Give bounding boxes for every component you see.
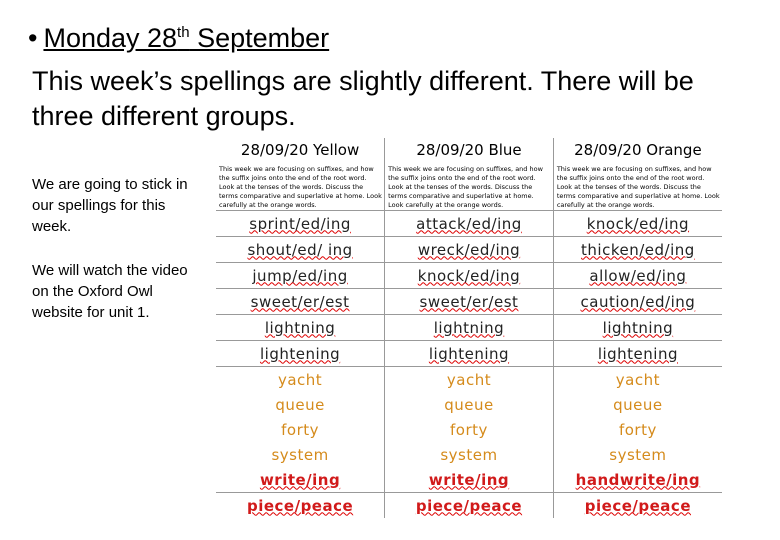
spelling-word-orange [553, 493, 722, 519]
spelling-word-blue [385, 392, 554, 417]
spelling-word-yellow [216, 417, 385, 442]
spelling-word-text: knock/ed/ing [417, 266, 521, 285]
group-note-yellow: This week we are focusing on suffixes, and how the suffix joins onto the end of the root word. Look at the tenses of the words. Discuss the terms comparative and superlative at home. Look carefully at the orange words. [216, 162, 385, 211]
spelling-word-text: knock/ed/ing [586, 214, 690, 233]
spelling-word-text: handwrite/ing [575, 470, 701, 489]
spelling-row [216, 493, 722, 519]
spelling-word-text: piece/peace [415, 496, 523, 515]
spelling-word-text: forty [618, 420, 657, 439]
spelling-word-text: lightening [428, 344, 510, 363]
spelling-word-text: forty [450, 420, 488, 439]
spelling-word-yellow [216, 315, 385, 341]
spelling-row [216, 315, 722, 341]
page-title [28, 20, 329, 56]
spelling-word-text: write/ing [428, 470, 510, 489]
side-note-stick: We are going to stick in our spellings for this week. [32, 176, 188, 235]
spelling-word-text: sweet/er/est [250, 292, 350, 311]
spelling-word-blue [385, 211, 554, 237]
bullet: • [28, 23, 38, 53]
spellings-table [216, 138, 722, 518]
spelling-word-yellow [216, 211, 385, 237]
spelling-word-text: thicken/ed/ing [581, 240, 695, 259]
spelling-word-text: lightening [597, 344, 678, 363]
spelling-word-text: wreck/ed/ing [417, 240, 521, 259]
heading-row [216, 138, 722, 162]
spelling-word-text: system [609, 445, 667, 464]
side-note-video: We will watch the video on the Oxford Owl website for unit 1. [32, 262, 188, 321]
spelling-row [216, 417, 722, 442]
spelling-word-orange [553, 289, 722, 315]
spelling-word-yellow [216, 442, 385, 467]
spelling-row [216, 442, 722, 467]
spelling-row [216, 467, 722, 493]
spelling-word-orange [553, 211, 722, 237]
spelling-word-yellow [216, 392, 385, 417]
spelling-word-text: lightning [433, 318, 505, 337]
spelling-word-orange [553, 417, 722, 442]
spelling-row [216, 367, 722, 393]
spelling-word-text: lightning [264, 318, 336, 337]
intro-text: This week’s spellings are slightly different. There will be three different groups. [32, 66, 694, 131]
spelling-row [216, 237, 722, 263]
spelling-row [216, 289, 722, 315]
spelling-word-blue [385, 289, 554, 315]
spelling-word-blue [385, 341, 554, 367]
spelling-row [216, 341, 722, 367]
title-date: Monday 28th September [43, 23, 330, 53]
spelling-word-text: queue [275, 395, 325, 414]
group-note-orange: This week we are focusing on suffixes, and how the suffix joins onto the end of the root word. Look at the tenses of the words. Discuss the terms comparative and superlative at home. Look carefully at the orange words. [553, 162, 722, 211]
spelling-word-yellow [216, 263, 385, 289]
spellings-table-body [216, 138, 722, 518]
spelling-row [216, 263, 722, 289]
spelling-word-blue [385, 493, 554, 519]
spelling-word-blue [385, 417, 554, 442]
spelling-word-text: allow/ed/ing [589, 266, 687, 285]
spelling-word-text: jump/ed/ing [252, 266, 348, 285]
spelling-word-yellow [216, 493, 385, 519]
spelling-word-text: piece/peace [246, 496, 354, 515]
spelling-word-text: system [271, 445, 329, 464]
spelling-row [216, 211, 722, 237]
spelling-word-orange [553, 315, 722, 341]
spelling-word-text: sweet/er/est [419, 292, 519, 311]
spelling-word-orange [553, 467, 722, 493]
spelling-word-text: queue [613, 395, 663, 414]
spelling-word-text: lightning [602, 318, 674, 337]
spelling-word-text: attack/ed/ing [416, 214, 522, 233]
spelling-word-yellow [216, 289, 385, 315]
spelling-word-blue [385, 237, 554, 263]
spelling-word-text: yacht [446, 370, 492, 389]
spelling-word-yellow [216, 467, 385, 493]
spelling-word-text: piece/peace [584, 496, 691, 515]
spelling-word-orange [553, 442, 722, 467]
spelling-word-text: yacht [615, 370, 661, 389]
spelling-word-text: shout/ed/ ing [247, 240, 353, 259]
group-note-blue: This week we are focusing on suffixes, and how the suffix joins onto the end of the root word. Look at the tenses of the words. Discuss the terms comparative and superlative at home. Look carefully at the orange words. [385, 162, 554, 211]
spelling-word-text: caution/ed/ing [580, 292, 696, 311]
spelling-word-blue [385, 442, 554, 467]
spelling-word-text: write/ing [259, 470, 341, 489]
spelling-word-blue [385, 367, 554, 393]
spelling-word-orange [553, 341, 722, 367]
spelling-word-blue [385, 467, 554, 493]
spelling-word-yellow [216, 237, 385, 263]
spelling-word-text: forty [281, 420, 320, 439]
spelling-word-yellow [216, 367, 385, 393]
spelling-word-orange [553, 367, 722, 393]
group-heading-yellow: 28/09/20 Yellow [240, 141, 360, 159]
group-heading-blue: 28/09/20 Blue [385, 138, 554, 162]
spelling-word-blue [385, 263, 554, 289]
spelling-word-orange [553, 237, 722, 263]
spelling-word-text: system [440, 445, 498, 464]
spelling-word-blue [385, 315, 554, 341]
group-heading-orange: 28/09/20 Orange [553, 138, 722, 162]
spelling-word-orange [553, 263, 722, 289]
spelling-word-yellow [216, 341, 385, 367]
spelling-word-text: yacht [277, 370, 323, 389]
spelling-row [216, 392, 722, 417]
spelling-word-text: queue [444, 395, 494, 414]
spelling-word-text: sprint/ed/ing [249, 214, 351, 233]
spelling-word-text: lightening [259, 344, 341, 363]
instruction-row [216, 162, 722, 211]
spelling-word-orange [553, 392, 722, 417]
